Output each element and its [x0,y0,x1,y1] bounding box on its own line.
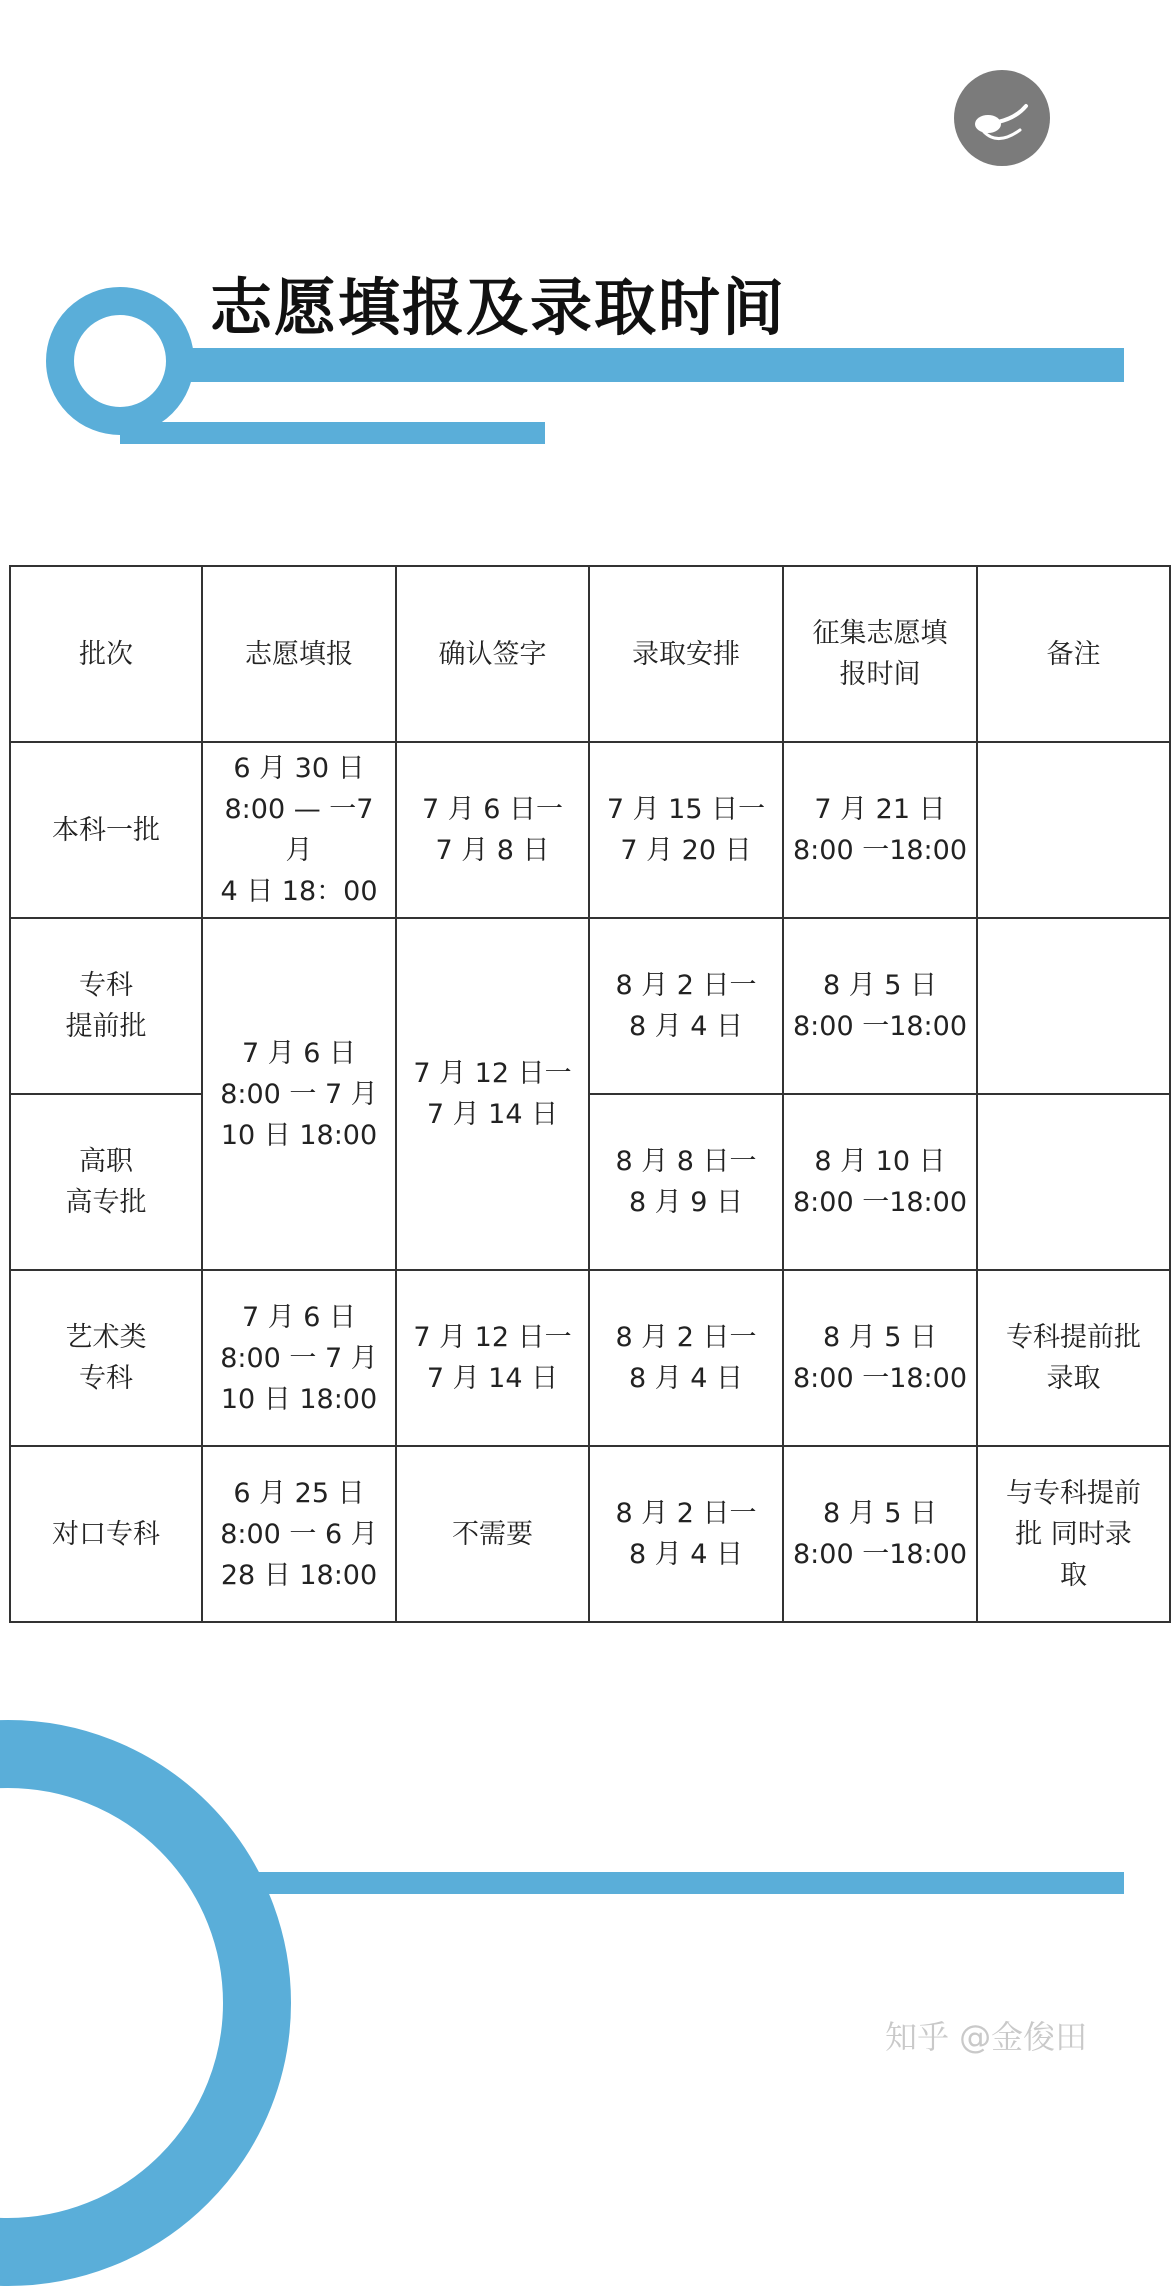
page-title: 志愿填报及录取时间 [210,271,787,344]
cell-batch: 专科 提前批 [10,918,202,1094]
cell-fill: 7 月 6 日 8:00 一 7 月 10 日 18:00 [202,918,396,1270]
header-collect: 征集志愿填 报时间 [783,566,977,742]
header-admission: 录取安排 [589,566,783,742]
table-row [10,1094,1170,1270]
cell-confirm: 7 月 12 日一 7 月 14 日 [396,918,589,1270]
decorative-ring-bottom [0,1720,291,2286]
header-batch: 批次 [10,566,202,742]
cell-note [977,1094,1170,1270]
cell-collect: 8 月 5 日 8:00 一18:00 [783,1270,977,1446]
cell-note: 与专科提前 批 同时录 取 [977,1446,1170,1622]
cell-confirm: 7 月 12 日一 7 月 14 日 [396,1270,589,1446]
cell-admission: 8 月 2 日一 8 月 4 日 [589,918,783,1094]
cell-admission: 7 月 15 日一 7 月 20 日 [589,742,783,918]
cell-confirm: 7 月 6 日一 7 月 8 日 [396,742,589,918]
cell-admission: 8 月 2 日一 8 月 4 日 [589,1446,783,1622]
table-header-row [10,566,1170,742]
table-row [10,1446,1170,1622]
header-note: 备注 [977,566,1170,742]
watermark: 知乎 @金俊田 [885,2018,1088,2056]
cell-admission: 8 月 2 日一 8 月 4 日 [589,1270,783,1446]
table-row [10,742,1170,918]
table-row [10,918,1170,1094]
zhihu-spoon-icon [954,70,1050,166]
cell-batch: 本科一批 [10,742,202,918]
cell-collect: 8 月 5 日 8:00 一18:00 [783,1446,977,1622]
table-row [10,1270,1170,1446]
decorative-bar-top [170,348,1124,382]
header-confirm: 确认签字 [396,566,589,742]
cell-collect: 8 月 10 日 8:00 一18:00 [783,1094,977,1270]
cell-confirm: 不需要 [396,1446,589,1622]
cell-admission: 8 月 8 日一 8 月 9 日 [589,1094,783,1270]
cell-note [977,742,1170,918]
decorative-bar-top-short [120,422,545,444]
cell-note [977,918,1170,1094]
cell-note: 专科提前批 录取 [977,1270,1170,1446]
cell-collect: 7 月 21 日 8:00 一18:00 [783,742,977,918]
schedule-table [9,565,1171,1623]
cell-fill: 7 月 6 日 8:00 一 7 月 10 日 18:00 [202,1270,396,1446]
header-fill: 志愿填报 [202,566,396,742]
cell-fill: 6 月 25 日 8:00 一 6 月 28 日 18:00 [202,1446,396,1622]
cell-batch: 对口专科 [10,1446,202,1622]
cell-batch: 高职 高专批 [10,1094,202,1270]
decorative-bar-bottom [240,1872,1124,1894]
cell-batch: 艺术类 专科 [10,1270,202,1446]
cell-collect: 8 月 5 日 8:00 一18:00 [783,918,977,1094]
cell-fill: 6 月 30 日 8:00 — 一7 月 4 日 18：00 [202,742,396,918]
